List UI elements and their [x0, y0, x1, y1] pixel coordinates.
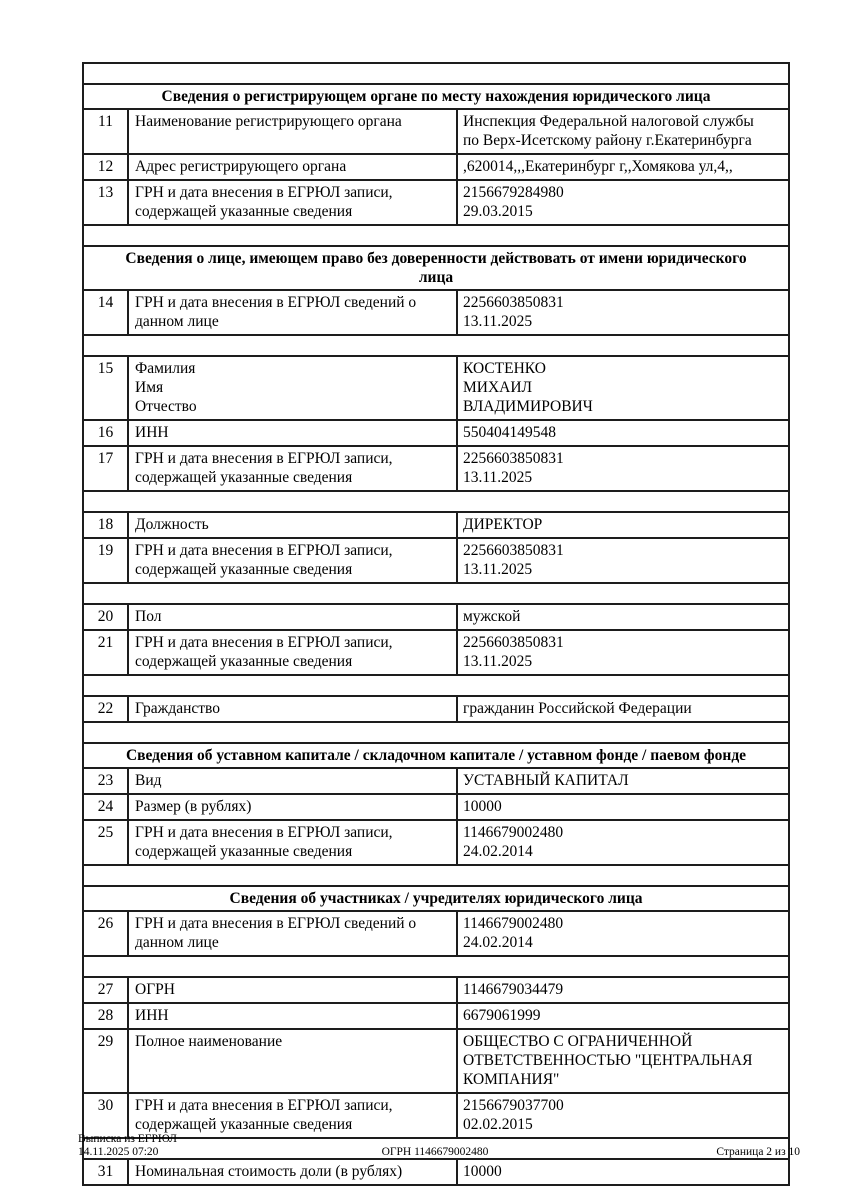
spacer-cell: [83, 225, 789, 246]
row-label: Вид: [128, 768, 457, 794]
row-value: мужской: [457, 604, 789, 630]
row-value: ,620014,,,Екатеринбург г,,Хомякова ул,4,,: [457, 154, 789, 180]
table-row: [83, 1029, 789, 1093]
section-header: Сведения о регистрирующем органе по месту нахождения юридического лица: [83, 84, 789, 109]
row-value: 1146679034479: [457, 977, 789, 1003]
row-label: Пол: [128, 604, 457, 630]
row-label: Номинальная стоимость доли (в рублях): [128, 1159, 457, 1185]
footer-timestamp: 14.11.2025 07:20: [78, 1146, 159, 1158]
row-value: ДИРЕКТОР: [457, 512, 789, 538]
row-number: 31: [83, 1159, 128, 1185]
table-row: [83, 630, 789, 675]
row-value: 2256603850831 13.11.2025: [457, 446, 789, 491]
row-label: ОГРН: [128, 977, 457, 1003]
row-number: 14: [83, 290, 128, 335]
table-row: [83, 180, 789, 225]
table-row: [83, 1159, 789, 1185]
table-row: [83, 109, 789, 154]
table-row: [83, 538, 789, 583]
footer-page-number: Страница 2 из 10: [716, 1146, 800, 1158]
row-label: ГРН и дата внесения в ЕГРЮЛ записи, содержащей указанные сведения: [128, 538, 457, 583]
section-header-row: [83, 246, 789, 290]
table-row: [83, 446, 789, 491]
spacer-row: [83, 956, 789, 977]
row-label: Наименование регистрирующего органа: [128, 109, 457, 154]
row-number: 17: [83, 446, 128, 491]
row-number: 22: [83, 696, 128, 722]
spacer-cell: [83, 956, 789, 977]
row-value: УСТАВНЫЙ КАПИТАЛ: [457, 768, 789, 794]
row-label: Гражданство: [128, 696, 457, 722]
spacer-cell: [83, 675, 789, 696]
row-value: 2256603850831 13.11.2025: [457, 290, 789, 335]
section-header: Сведения об участниках / учредителях юридического лица: [83, 886, 789, 911]
row-number: 13: [83, 180, 128, 225]
row-number: 12: [83, 154, 128, 180]
section-header-row: [83, 886, 789, 911]
table-row: [83, 768, 789, 794]
egrul-table-body: [83, 63, 789, 1185]
table-row: [83, 154, 789, 180]
row-label: ГРН и дата внесения в ЕГРЮЛ сведений о данном лице: [128, 911, 457, 956]
spacer-row: [83, 675, 789, 696]
table-row: [83, 696, 789, 722]
section-header-row: [83, 743, 789, 768]
table-row: [83, 794, 789, 820]
table-row: [83, 356, 789, 420]
row-number: 16: [83, 420, 128, 446]
spacer-cell: [83, 865, 789, 886]
row-value: Инспекция Федеральной налоговой службы по Верх-Исетскому району г.Екатеринбурга: [457, 109, 789, 154]
row-value: ОБЩЕСТВО С ОГРАНИЧЕННОЙ ОТВЕТСТВЕННОСТЬЮ "ЦЕНТРАЛЬНАЯ КОМПАНИЯ": [457, 1029, 789, 1093]
spacer-cell: [83, 583, 789, 604]
row-number: 11: [83, 109, 128, 154]
row-number: 23: [83, 768, 128, 794]
row-number: 15: [83, 356, 128, 420]
row-label: ГРН и дата внесения в ЕГРЮЛ записи, содержащей указанные сведения: [128, 630, 457, 675]
row-label: ИНН: [128, 1003, 457, 1029]
spacer-row: [83, 225, 789, 246]
spacer-row: [83, 722, 789, 743]
table-row: [83, 1003, 789, 1029]
row-number: 18: [83, 512, 128, 538]
row-number: 25: [83, 820, 128, 865]
table-row: [83, 604, 789, 630]
row-value: 6679061999: [457, 1003, 789, 1029]
row-number: 27: [83, 977, 128, 1003]
row-number: 24: [83, 794, 128, 820]
row-value: 1146679002480 24.02.2014: [457, 911, 789, 956]
row-value: 2156679284980 29.03.2015: [457, 180, 789, 225]
section-header: Сведения об уставном капитале / складочном капитале / уставном фонде / паевом фонде: [83, 743, 789, 768]
row-number: 30: [83, 1093, 128, 1138]
row-label: Фамилия Имя Отчество: [128, 356, 457, 420]
section-header: Сведения о лице, имеющем право без доверенности действовать от имени юридического лица: [83, 246, 789, 290]
row-label: ГРН и дата внесения в ЕГРЮЛ записи, содержащей указанные сведения: [128, 446, 457, 491]
row-label: ГРН и дата внесения в ЕГРЮЛ записи, содержащей указанные сведения: [128, 180, 457, 225]
spacer-cell: [83, 722, 789, 743]
section-header-row: [83, 84, 789, 109]
spacer-row: [83, 335, 789, 356]
row-label: Адрес регистрирующего органа: [128, 154, 457, 180]
table-row: [83, 512, 789, 538]
spacer-cell: [83, 491, 789, 512]
row-value: 1146679002480 24.02.2014: [457, 820, 789, 865]
row-value: гражданин Российской Федерации: [457, 696, 789, 722]
row-number: 20: [83, 604, 128, 630]
row-label: Должность: [128, 512, 457, 538]
row-value: 2256603850831 13.11.2025: [457, 538, 789, 583]
row-label: ИНН: [128, 420, 457, 446]
table-row: [83, 820, 789, 865]
table-row: [83, 977, 789, 1003]
table-row: [83, 1093, 789, 1138]
row-label: Полное наименование: [128, 1029, 457, 1093]
row-number: 21: [83, 630, 128, 675]
row-label: ГРН и дата внесения в ЕГРЮЛ записи, содержащей указанные сведения: [128, 1093, 457, 1138]
row-value: 550404149548: [457, 420, 789, 446]
row-value: 10000: [457, 794, 789, 820]
footer-ogrn: ОГРН 1146679002480: [381, 1146, 489, 1158]
spacer-cell: [83, 335, 789, 356]
spacer-row: [83, 63, 789, 84]
spacer-cell: [83, 63, 789, 84]
row-value: 2156679037700 02.02.2015: [457, 1093, 789, 1138]
row-value: 2256603850831 13.11.2025: [457, 630, 789, 675]
row-number: 26: [83, 911, 128, 956]
spacer-row: [83, 583, 789, 604]
table-row: [83, 911, 789, 956]
spacer-row: [83, 491, 789, 512]
table-row: [83, 290, 789, 335]
row-value: КОСТЕНКО МИХАИЛ ВЛАДИМИРОВИЧ: [457, 356, 789, 420]
row-label: Размер (в рублях): [128, 794, 457, 820]
row-number: 28: [83, 1003, 128, 1029]
row-number: 29: [83, 1029, 128, 1093]
row-label: ГРН и дата внесения в ЕГРЮЛ сведений о данном лице: [128, 290, 457, 335]
row-value: 10000: [457, 1159, 789, 1185]
row-number: 19: [83, 538, 128, 583]
row-label: ГРН и дата внесения в ЕГРЮЛ записи, содержащей указанные сведения: [128, 820, 457, 865]
spacer-row: [83, 865, 789, 886]
footer-doc-title: Выписка из ЕГРЮЛ: [78, 1133, 177, 1145]
table-row: [83, 420, 789, 446]
egrul-table: [82, 62, 790, 1186]
